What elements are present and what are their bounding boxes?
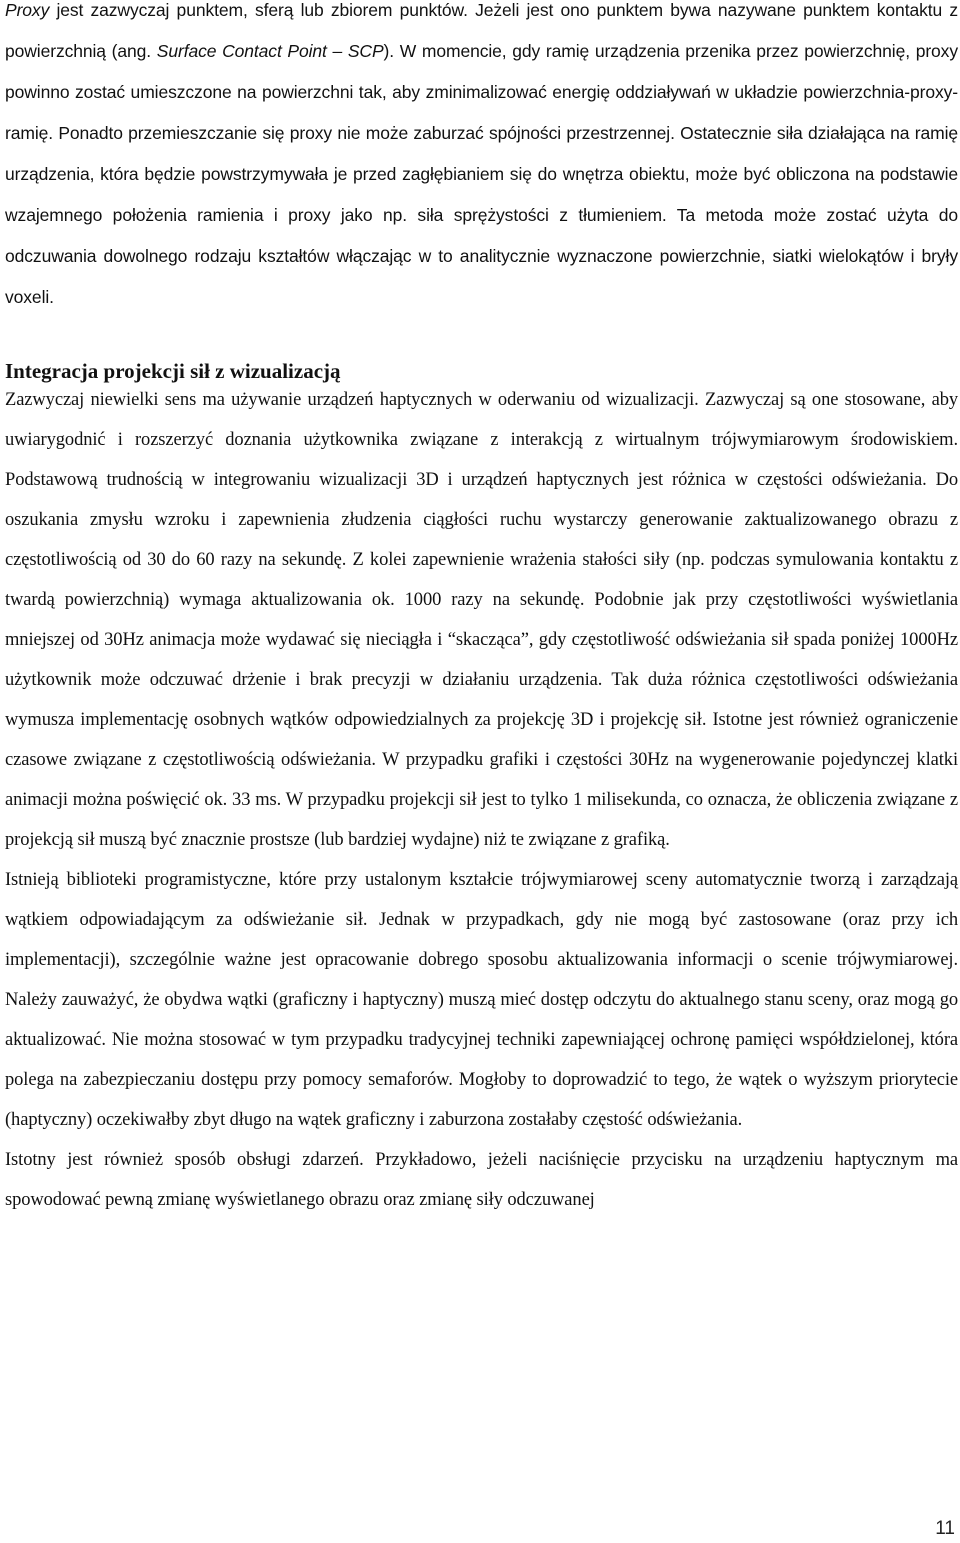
paragraph-proxy-text-3: Ostatecznie siła działająca na ramię urządzenia, która będzie powstrzymywała je przed zagłębianiem się do wnętrza obiektu, może być obliczona na podstawie wzajemnego położenia ramienia i proxy jako np. siła sprężystości z tłumieniem. Ta metoda może zostać użyta do odczuwania dowolnego rodzaju kształtów włączając w to analitycznie wyznaczone powierzchnie, siatki wielokątów i bryły voxeli.: [5, 123, 958, 307]
page-number: 11: [935, 1518, 955, 1539]
paragraph-proxy-text-2: ). W momencie, gdy ramię urządzenia przenika przez powierzchnię, proxy powinno zostać umieszczone na powierzchni tak, aby zminimalizować energię oddziaływań w układzie powierzchnia-proxy-ramię. Ponadto przemieszczanie się proxy nie może zaburzać spójności przestrzennej.: [5, 41, 958, 143]
paragraph-events: Istotny jest również sposób obsługi zdarzeń. Przykładowo, jeżeli naciśnięcie przycisku na urządzeniu haptycznym ma spowodować pewną zmianę wyświetlanego obrazu oraz zmianę siły odczuwanej: [5, 1150, 958, 1210]
paragraph-proxy: [5, 0, 958, 318]
section-heading: Integracja projekcji sił z wizualizacją: [5, 359, 341, 383]
term-proxy: Proxy: [5, 0, 50, 20]
term-scp: Surface Contact Point – SCP: [156, 41, 384, 61]
paragraph-libraries: Istnieją biblioteki programistyczne, które przy ustalonym kształcie trójwymiarowej sceny automatycznie tworzą i zarządzają wątkiem odpowiadającym za odświeżanie sił. Jednak w przypadkach, gdy nie mogą być zastosowane (oraz przy ich implementacji), szczególnie ważne jest opracowanie dobrego sposobu aktualizowania informacji o scenie trójwymiarowej. Należy zauważyć, że obydwa wątki (graficzny i haptyczny) muszą mieć dostęp odczytu do aktualnego stanu sceny, oraz mogą go aktualizować. Nie można stosować w tym przypadku tradycyjnej techniki zapewniającej ochronę pamięci współdzielonej, która polega na zabezpieczaniu dostępu przy pomocy semaforów. Mogłoby to doprowadzić to tego, że wątek o wyższym priorytecie (haptyczny) oczekiwałby zbyt długo na wątek graficzny i zaburzona zostałaby częstość odświeżania.: [5, 870, 958, 1130]
paragraph-proxy-text-1: jest zazwyczaj punktem, sferą lub zbiorem punktów. Jeżeli jest ono punktem bywa nazywane punktem kontaktu z powierzchnią (ang.: [5, 0, 958, 61]
document-page: [5, 0, 958, 1220]
paragraph-integration: Zazwyczaj niewielki sens ma używanie urządzeń haptycznych w oderwaniu od wizualizacji. Zazwyczaj są one stosowane, aby uwiarygodnić i rozszerzyć doznania użytkownika związane z interakcją z wirtualnym trójwymiarowym środowiskiem. Podstawową trudnością w integrowaniu wizualizacji 3D i urządzeń haptycznych jest różnica w częstości odświeżania. Do oszukania zmysłu wzroku i zapewnienia złudzenia ciągłości ruchu wystarczy generowanie zaktualizowanego obrazu z częstotliwością od 30 do 60 razy na sekundę. Z kolei zapewnienie wrażenia stałości siły (np. podczas symulowania kontaktu z twardą powierzchnią) wymaga aktualizowania ok. 1000 razy na sekundę. Podobnie jak przy częstotliwości wyświetlania mniejszej od 30Hz animacja może wydawać się nieciągła i “skacząca”, gdy częstotliwość odświeżania sił spada poniżej 1000Hz użytkownik może odczuwać drżenie i brak precyzji w działaniu urządzenia. Tak duża różnica częstotliwości odświeżania wymusza implementację osobnych wątków odpowiedzialnych za projekcję 3D i projekcję sił. Istotne jest również ograniczenie czasowe związane z częstotliwością odświeżania. W przypadku grafiki i częstości 30Hz na wygenerowanie pojedynczej klatki animacji można poświęcić ok. 33 ms. W przypadku projekcji sił jest to tylko 1 milisekunda, co oznacza, że obliczenia związane z projekcją sił muszą być znacznie prostsze (lub bardziej wydajne) niż te związane z grafiką.: [5, 390, 958, 850]
